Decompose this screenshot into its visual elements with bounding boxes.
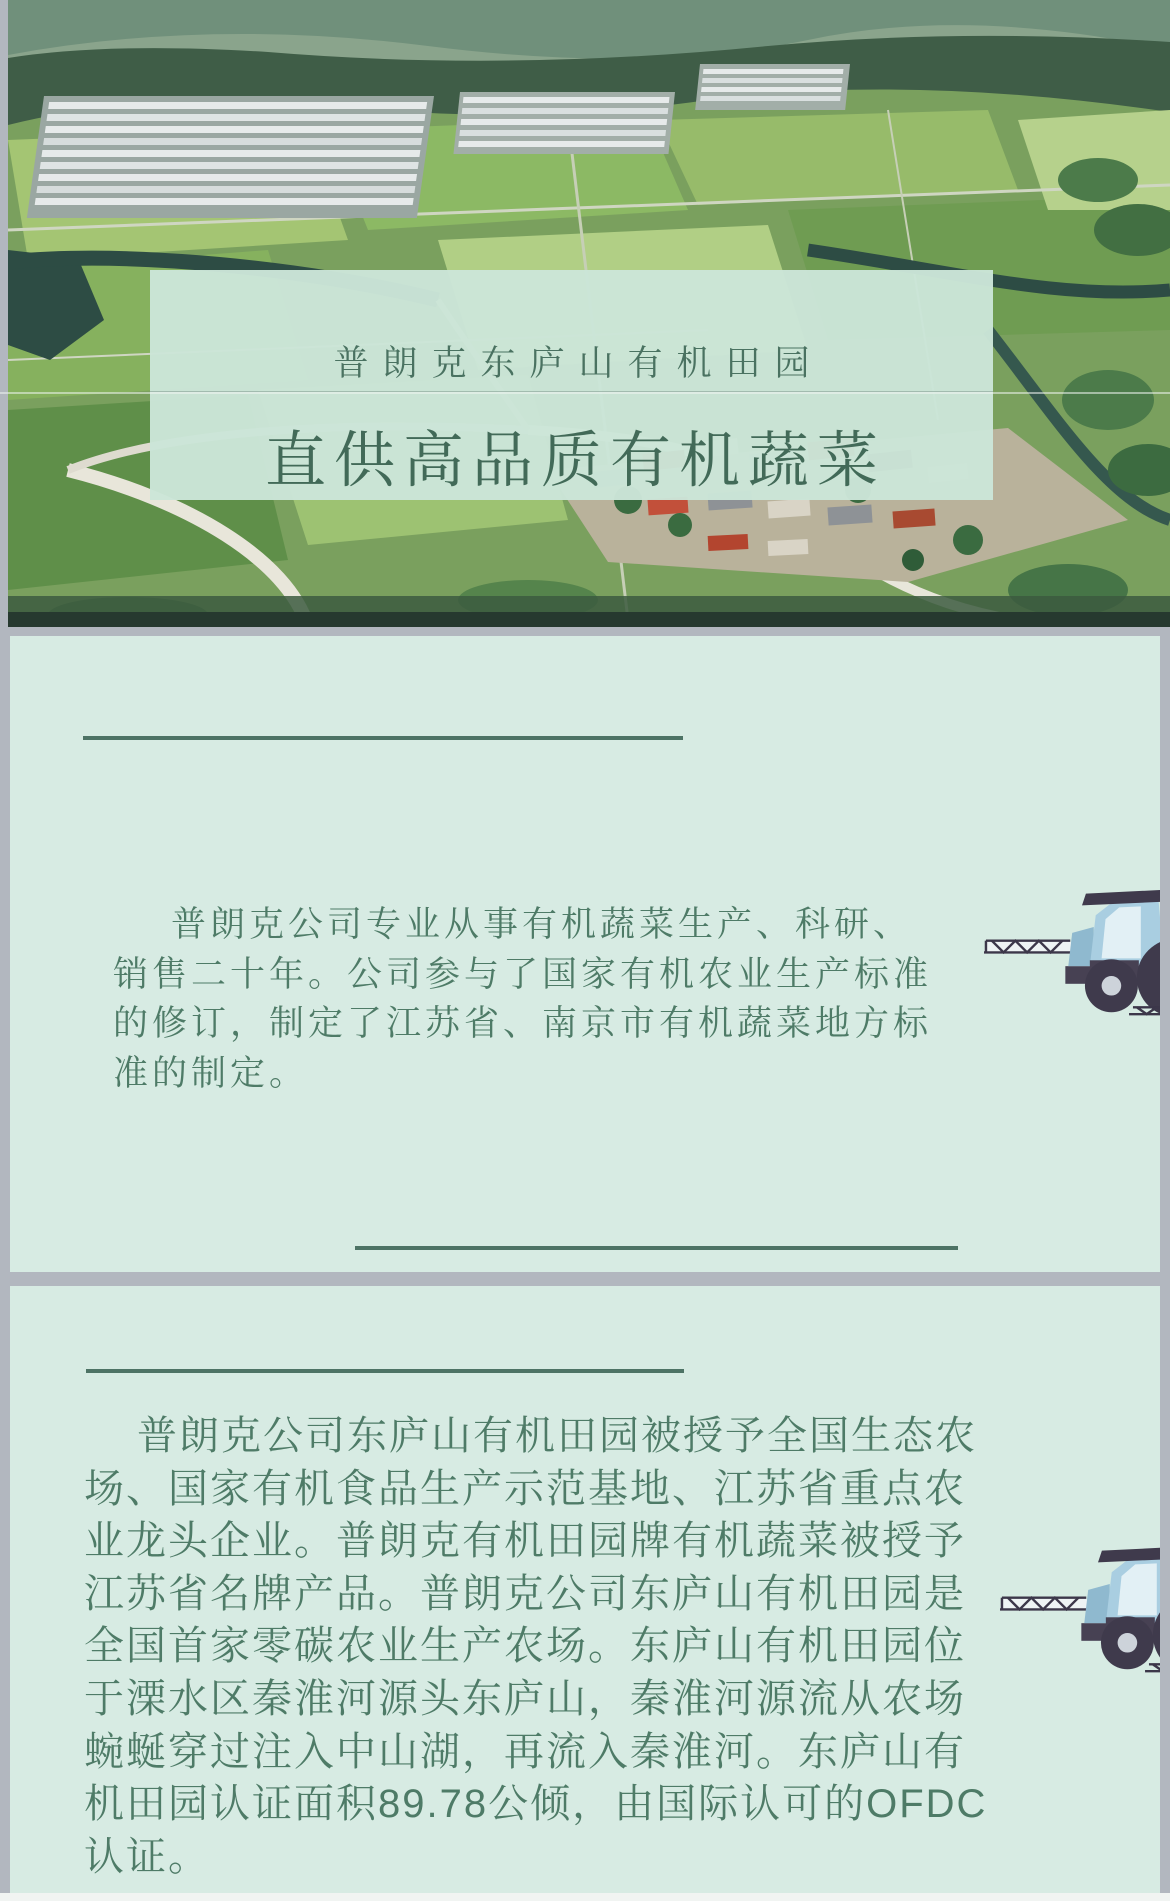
paragraph-line: 普朗克公司专业从事有机蔬菜生产、科研、 <box>171 905 913 944</box>
horizontal-hairline <box>0 392 1170 394</box>
intro-paragraph <box>113 900 932 1098</box>
paragraph-line: 蜿蜒穿过注入中山湖，再流入秦淮河。东庐山有 <box>84 1729 966 1774</box>
paragraph-line: 准的制定。 <box>113 1053 309 1093</box>
tractor-sprayer-icon <box>984 876 1160 1023</box>
awards-paragraph <box>84 1410 987 1883</box>
paragraph-line: 业龙头企业。普朗克有机田园牌有机蔬菜被授予 <box>84 1519 966 1564</box>
hero-subtitle: 普朗克东庐山有机田园 <box>333 344 824 383</box>
page-title: 直供高品质有机蔬菜 <box>264 426 886 494</box>
tractor-sprayer-icon <box>1000 1533 1160 1680</box>
intro-card <box>10 636 1160 1272</box>
intro-top-divider <box>83 736 683 740</box>
paragraph-line: 江苏省名牌产品。普朗克公司东庐山有机田园是 <box>84 1571 966 1616</box>
awards-card <box>10 1286 1160 1901</box>
paragraph-line: 机田园认证面积89.78公倾，由国际认可的OFDC <box>84 1782 988 1827</box>
paragraph-line: 的修订，制定了江苏省、南京市有机蔬菜地方标 <box>113 1004 933 1043</box>
paragraph-line: 于溧水区秦淮河源头东庐山，秦淮河源流从农场 <box>84 1676 966 1721</box>
paragraph-line: 认证。 <box>84 1834 210 1879</box>
paragraph-line: 全国首家零碳农业生产农场。东庐山有机田园位 <box>84 1624 966 1669</box>
paragraph-line: 普朗克公司东庐山有机田园被授予全国生态农 <box>137 1414 977 1458</box>
paragraph-line: 销售二十年。公司参与了国家有机农业生产标准 <box>113 954 933 994</box>
paragraph-line: 场、国家有机食品生产示范基地、江苏省重点农 <box>84 1466 966 1511</box>
hero-overlay <box>150 270 993 500</box>
bottom-strip <box>0 1893 1170 1901</box>
awards-top-divider <box>86 1369 684 1373</box>
intro-bottom-divider <box>355 1246 958 1250</box>
